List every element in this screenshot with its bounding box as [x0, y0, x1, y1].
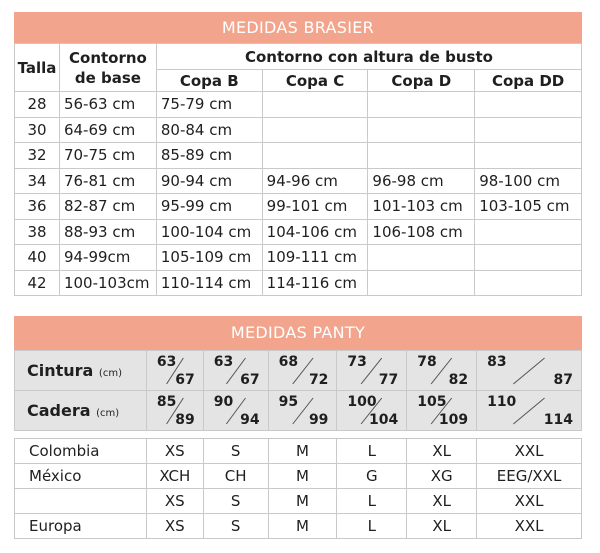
- talla-cell: 40: [15, 245, 60, 271]
- copa-b-cell: 75-79 cm: [156, 92, 262, 118]
- range-min: 68: [278, 353, 299, 370]
- size-cell: XS: [146, 514, 203, 539]
- range-min: 90: [213, 393, 234, 410]
- copa-d-cell: 106-108 cm: [368, 219, 475, 245]
- panty-table: [14, 350, 582, 539]
- range-min: 83: [487, 353, 507, 370]
- size-cell: XXL: [477, 514, 582, 539]
- copa-c-cell: 114-116 cm: [262, 270, 368, 296]
- size-cell: XL: [407, 514, 477, 539]
- col-copa-b: Copa B: [156, 70, 262, 92]
- base-cell: 94-99cm: [59, 245, 156, 271]
- size-cell: S: [203, 514, 268, 539]
- copa-b-cell: 85-89 cm: [156, 143, 262, 169]
- spacer-cell: [477, 431, 582, 439]
- cintura-range-cell: [146, 351, 203, 391]
- size-cell: XXL: [477, 489, 582, 514]
- size-cell: S: [203, 489, 268, 514]
- cintura-label: [15, 351, 147, 391]
- range-min: 105: [417, 393, 447, 410]
- copa-c-cell: [262, 143, 368, 169]
- spacer-cell: [203, 431, 268, 439]
- range-min: 85: [156, 393, 177, 410]
- copa-c-cell: [262, 117, 368, 143]
- brasier-row: [15, 194, 582, 220]
- range-min: 63: [156, 353, 177, 370]
- brasier-row: [15, 270, 582, 296]
- copa-d-cell: [368, 92, 475, 118]
- range-min: 78: [417, 353, 437, 370]
- copa-d-cell: [368, 245, 475, 271]
- range-min: 63: [213, 353, 234, 370]
- copa-b-cell: 95-99 cm: [156, 194, 262, 220]
- cintura-row: [15, 351, 582, 391]
- spacer-cell: [268, 431, 337, 439]
- cadera-range-cell: [146, 391, 203, 431]
- cadera-range-cell: [268, 391, 337, 431]
- spacer-cell: [407, 431, 477, 439]
- base-cell: 76-81 cm: [59, 168, 156, 194]
- spacer-cell: [15, 431, 147, 439]
- brasier-row: [15, 219, 582, 245]
- col-copa-d: Copa D: [368, 70, 475, 92]
- copa-b-cell: 105-109 cm: [156, 245, 262, 271]
- copa-c-cell: 104-106 cm: [262, 219, 368, 245]
- range-min: 100: [347, 393, 377, 410]
- size-cell: XS: [146, 489, 203, 514]
- copa-d-cell: 96-98 cm: [368, 168, 475, 194]
- country-name: Europa: [15, 514, 147, 539]
- size-cell: S: [203, 439, 268, 464]
- cintura-range-cell: [337, 351, 407, 391]
- copa-b-cell: 110-114 cm: [156, 270, 262, 296]
- talla-cell: 32: [15, 143, 60, 169]
- copa-dd-cell: [475, 219, 582, 245]
- spacer-cell: [337, 431, 407, 439]
- brasier-row: [15, 245, 582, 271]
- col-contorno-busto: Contorno con altura de busto: [156, 44, 581, 70]
- range-max: 114: [543, 411, 573, 428]
- spacer-row: [15, 431, 582, 439]
- talla-cell: 34: [15, 168, 60, 194]
- range-max: 77: [378, 371, 399, 388]
- cintura-range-cell: [407, 351, 477, 391]
- copa-dd-cell: [475, 143, 582, 169]
- range-min: 73: [347, 353, 367, 370]
- cintura-label-text: Cintura: [27, 361, 94, 380]
- size-cell: L: [337, 439, 407, 464]
- talla-cell: 42: [15, 270, 60, 296]
- range-max: 67: [240, 371, 260, 388]
- size-cell: G: [337, 464, 407, 489]
- cadera-range-cell: [407, 391, 477, 431]
- copa-b-cell: 80-84 cm: [156, 117, 262, 143]
- size-cell: M: [268, 514, 337, 539]
- cadera-range-cell: [337, 391, 407, 431]
- copa-dd-cell: 98-100 cm: [475, 168, 582, 194]
- range-min: 95: [278, 393, 299, 410]
- talla-cell: 38: [15, 219, 60, 245]
- col-copa-c: Copa C: [262, 70, 368, 92]
- copa-d-cell: 101-103 cm: [368, 194, 475, 220]
- talla-cell: 28: [15, 92, 60, 118]
- col-contorno-base: Contorno de base: [59, 44, 156, 92]
- country-name: [15, 489, 147, 514]
- brasier-row: [15, 143, 582, 169]
- cintura-range-cell: [477, 351, 582, 391]
- brasier-row: [15, 117, 582, 143]
- copa-d-cell: [368, 143, 475, 169]
- panty-title: MEDIDAS PANTY: [230, 323, 366, 342]
- size-cell: XL: [407, 439, 477, 464]
- range-max: 67: [175, 371, 195, 388]
- country-row: [15, 514, 582, 539]
- country-row: [15, 439, 582, 464]
- cintura-range-cell: [268, 351, 337, 391]
- copa-b-cell: 100-104 cm: [156, 219, 262, 245]
- copa-d-cell: [368, 270, 475, 296]
- size-cell: XL: [407, 489, 477, 514]
- range-max: 87: [553, 371, 573, 388]
- unit-label: (cm): [96, 408, 120, 419]
- cadera-range-cell: [203, 391, 268, 431]
- cadera-range-cell: [477, 391, 582, 431]
- copa-b-cell: 90-94 cm: [156, 168, 262, 194]
- country-row: [15, 464, 582, 489]
- col-copa-dd: Copa DD: [475, 70, 582, 92]
- brasier-table: [14, 43, 582, 296]
- range-max: 89: [175, 411, 195, 428]
- base-cell: 88-93 cm: [59, 219, 156, 245]
- range-max: 82: [448, 371, 469, 388]
- spacer-cell: [146, 431, 203, 439]
- cadera-label-text: Cadera: [27, 401, 91, 420]
- talla-cell: 36: [15, 194, 60, 220]
- cintura-range-cell: [203, 351, 268, 391]
- copa-dd-cell: 103-105 cm: [475, 194, 582, 220]
- range-max: 104: [369, 411, 399, 428]
- base-cell: 82-87 cm: [59, 194, 156, 220]
- size-cell: XG: [407, 464, 477, 489]
- country-row: [15, 489, 582, 514]
- col-talla: Talla: [15, 44, 60, 92]
- brasier-row: [15, 168, 582, 194]
- size-cell: M: [268, 439, 337, 464]
- range-max: 72: [308, 371, 329, 388]
- copa-c-cell: 94-96 cm: [262, 168, 368, 194]
- brasier-title: MEDIDAS BRASIER: [221, 18, 375, 37]
- brasier-row: [15, 92, 582, 118]
- base-cell: 100-103cm: [59, 270, 156, 296]
- range-max: 109: [438, 411, 469, 428]
- cadera-row: [15, 391, 582, 431]
- size-cell: XXL: [477, 439, 582, 464]
- base-cell: 70-75 cm: [59, 143, 156, 169]
- copa-c-cell: [262, 92, 368, 118]
- copa-dd-cell: [475, 117, 582, 143]
- range-max: 94: [240, 411, 260, 428]
- base-cell: 64-69 cm: [59, 117, 156, 143]
- size-cell: M: [268, 464, 337, 489]
- size-cell: XCH: [146, 464, 203, 489]
- size-cell: M: [268, 489, 337, 514]
- talla-cell: 30: [15, 117, 60, 143]
- copa-d-cell: [368, 117, 475, 143]
- size-cell: XS: [146, 439, 203, 464]
- copa-c-cell: 99-101 cm: [262, 194, 368, 220]
- country-name: Colombia: [15, 439, 147, 464]
- range-min: 110: [487, 393, 517, 410]
- unit-label: (cm): [98, 368, 122, 379]
- panty-header: [14, 316, 582, 350]
- brasier-header: [14, 12, 582, 43]
- copa-dd-cell: [475, 245, 582, 271]
- country-name: México: [15, 464, 147, 489]
- size-cell: L: [337, 514, 407, 539]
- size-cell: L: [337, 489, 407, 514]
- range-max: 99: [308, 411, 329, 428]
- size-cell: EEG/XXL: [477, 464, 582, 489]
- cadera-label: [15, 391, 147, 431]
- copa-dd-cell: [475, 92, 582, 118]
- copa-dd-cell: [475, 270, 582, 296]
- base-cell: 56-63 cm: [59, 92, 156, 118]
- copa-c-cell: 109-111 cm: [262, 245, 368, 271]
- size-cell: CH: [203, 464, 268, 489]
